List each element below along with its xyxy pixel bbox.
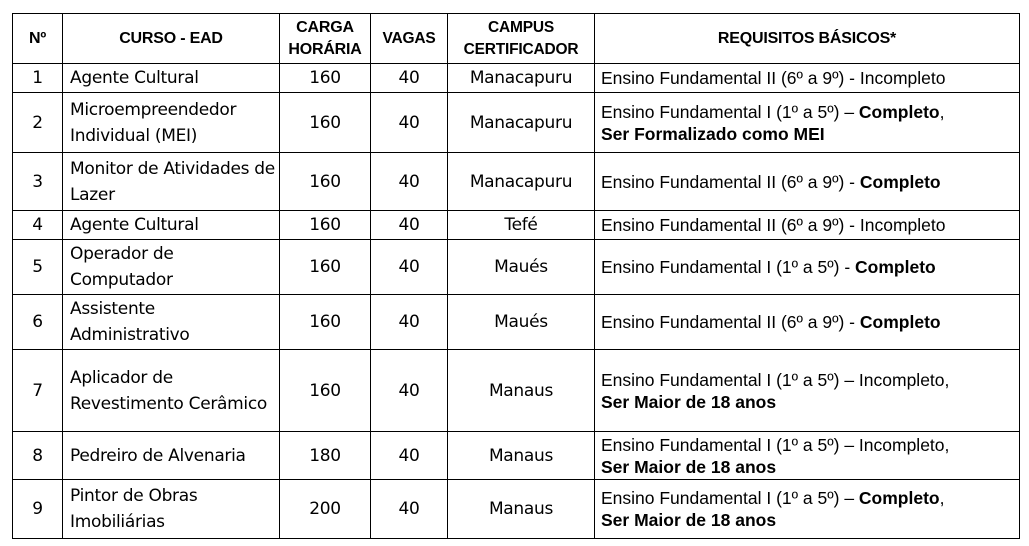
cell-requirements xyxy=(595,480,1020,539)
cell-campus: Maués xyxy=(448,240,595,295)
header-hours-line2: HORÁRIA xyxy=(288,40,362,58)
cell-num: 2 xyxy=(13,93,63,153)
requirement-text: Ensino Fundamental I (1º a 5º) - xyxy=(601,257,856,277)
cell-requirements xyxy=(595,93,1020,153)
cell-num: 5 xyxy=(13,240,63,295)
cell-num: 9 xyxy=(13,480,63,539)
header-hours xyxy=(280,14,371,64)
cell-num: 4 xyxy=(13,211,63,240)
table-row xyxy=(13,64,1020,93)
cell-hours: 160 xyxy=(280,93,371,153)
requirement-bold: Completo xyxy=(859,312,941,332)
cell-requirements xyxy=(595,64,1020,93)
requirement-text: Ensino Fundamental I (1º a 5º) – xyxy=(601,101,859,122)
cell-vacancies: 40 xyxy=(371,211,448,240)
cell-course: Monitor de Atividades de Lazer xyxy=(63,153,280,211)
cell-num: 3 xyxy=(13,153,63,211)
table-row xyxy=(13,240,1020,295)
cell-vacancies: 40 xyxy=(371,93,448,153)
requirement-bold: Completo xyxy=(858,101,940,122)
table-row xyxy=(13,295,1020,350)
header-row xyxy=(13,14,1020,64)
cell-hours: 200 xyxy=(280,480,371,539)
cell-campus: Manacapuru xyxy=(448,93,595,153)
cell-campus: Maués xyxy=(448,295,595,350)
requirement-text: Ensino Fundamental II (6º a 9º) - Incompleto xyxy=(601,215,946,235)
cell-hours: 160 xyxy=(280,240,371,295)
requirement-text: Ensino Fundamental I (1º a 5º) – xyxy=(601,488,859,508)
requirement-bold: Completo xyxy=(858,488,940,508)
cell-num: 1 xyxy=(13,64,63,93)
table-body xyxy=(13,64,1020,539)
cell-vacancies: 40 xyxy=(371,350,448,432)
cell-hours: 160 xyxy=(280,211,371,240)
cell-campus: Manaus xyxy=(448,432,595,480)
requirement-extra: Ser Maior de 18 anos xyxy=(601,510,777,530)
cell-num: 6 xyxy=(13,295,63,350)
requirement-extra: Ser Maior de 18 anos xyxy=(601,456,777,477)
cell-vacancies: 40 xyxy=(371,432,448,480)
header-requirements: REQUISITOS BÁSICOS* xyxy=(595,14,1020,64)
header-campus xyxy=(448,14,595,64)
cell-hours: 160 xyxy=(280,295,371,350)
requirement-text: Ensino Fundamental II (6º a 9º) - Incompleto xyxy=(601,68,946,88)
cell-vacancies: 40 xyxy=(371,153,448,211)
requirement-bold: Completo xyxy=(859,171,941,192)
header-course: CURSO - EAD xyxy=(63,14,280,64)
table-row xyxy=(13,432,1020,480)
courses-table xyxy=(12,13,1020,539)
header-hours-line1: CARGA xyxy=(296,18,354,36)
table-row xyxy=(13,211,1020,240)
cell-course: Agente Cultural xyxy=(63,64,280,93)
cell-course: Pedreiro de Alvenaria xyxy=(63,432,280,480)
header-campus-line1: CAMPUS xyxy=(488,18,554,36)
requirement-text: Ensino Fundamental II (6º a 9º) - xyxy=(601,171,860,192)
table-row xyxy=(13,93,1020,153)
requirement-extra: Ser Formalizado como MEI xyxy=(601,123,825,144)
cell-requirements xyxy=(595,153,1020,211)
cell-campus: Tefé xyxy=(448,211,595,240)
table-row xyxy=(13,480,1020,539)
requirement-suffix: , xyxy=(939,101,945,122)
cell-vacancies: 40 xyxy=(371,240,448,295)
table-row xyxy=(13,350,1020,432)
cell-campus: Manacapuru xyxy=(448,64,595,93)
cell-num: 8 xyxy=(13,432,63,480)
requirement-text: Ensino Fundamental II (6º a 9º) - xyxy=(601,312,860,332)
cell-requirements xyxy=(595,432,1020,480)
header-vacancies: VAGAS xyxy=(371,14,448,64)
cell-hours: 160 xyxy=(280,350,371,432)
cell-hours: 160 xyxy=(280,64,371,93)
cell-requirements xyxy=(595,240,1020,295)
header-campus-line2: CERTIFICADOR xyxy=(463,40,579,58)
cell-hours: 160 xyxy=(280,153,371,211)
cell-vacancies: 40 xyxy=(371,295,448,350)
cell-vacancies: 40 xyxy=(371,480,448,539)
cell-num: 7 xyxy=(13,350,63,432)
requirement-text: Ensino Fundamental I (1º a 5º) – Incompleto, xyxy=(601,434,950,455)
requirement-bold: Completo xyxy=(855,257,936,277)
cell-course: Pintor de Obras Imobiliárias xyxy=(63,480,280,539)
cell-course: Aplicador de Revestimento Cerâmico xyxy=(63,350,280,432)
requirement-suffix: , xyxy=(939,488,945,508)
cell-course: Microempreendedor Individual (MEI) xyxy=(63,93,280,153)
cell-course: Agente Cultural xyxy=(63,211,280,240)
cell-course: Operador de Computador xyxy=(63,240,280,295)
cell-requirements xyxy=(595,350,1020,432)
header-num: Nº xyxy=(13,14,63,64)
cell-campus: Manaus xyxy=(448,350,595,432)
cell-requirements xyxy=(595,295,1020,350)
table-row xyxy=(13,153,1020,211)
requirement-text: Ensino Fundamental I (1º a 5º) – Incompleto, xyxy=(601,369,950,390)
cell-vacancies: 40 xyxy=(371,64,448,93)
cell-course: Assistente Administrativo xyxy=(63,295,280,350)
cell-hours: 180 xyxy=(280,432,371,480)
cell-campus: Manacapuru xyxy=(448,153,595,211)
cell-requirements xyxy=(595,211,1020,240)
cell-campus: Manaus xyxy=(448,480,595,539)
requirement-extra: Ser Maior de 18 anos xyxy=(601,391,777,412)
